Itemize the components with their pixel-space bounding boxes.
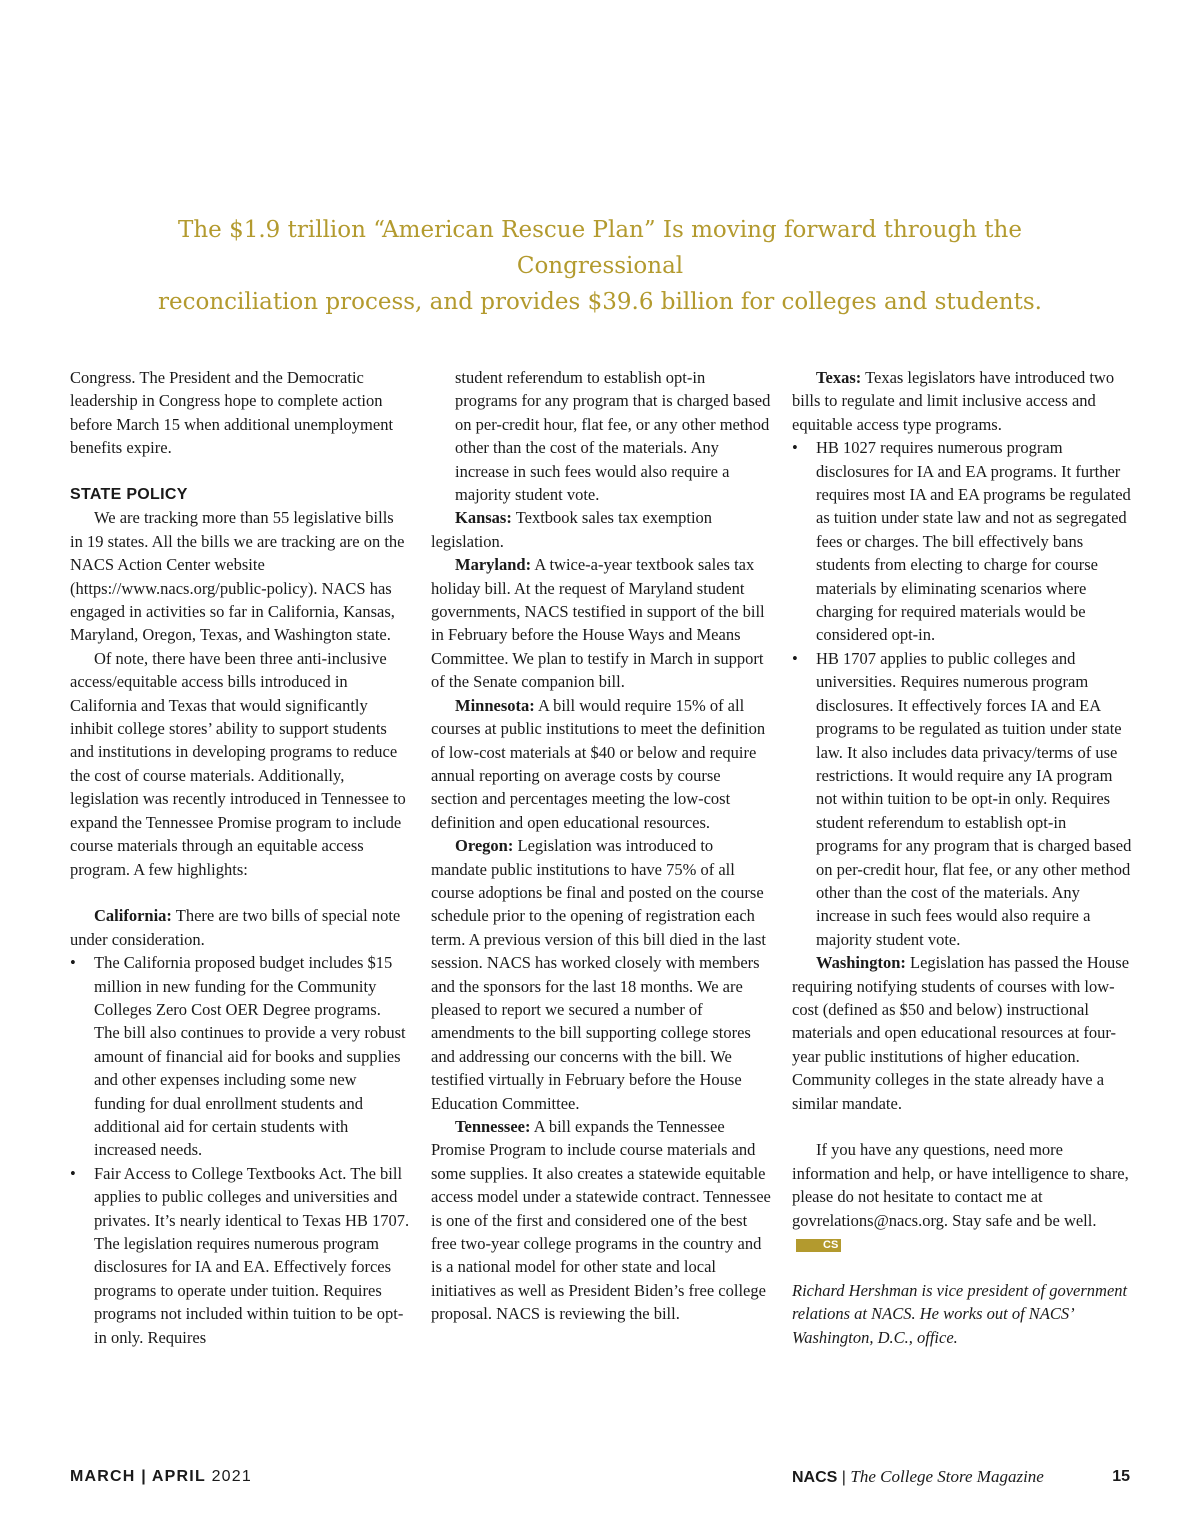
column-3 xyxy=(792,366,1132,1349)
washington-label: Washington: xyxy=(816,953,906,973)
footer-year: 2021 xyxy=(211,1468,252,1485)
california-paragraph xyxy=(70,904,410,951)
washington-paragraph: Washington: Legislation has passed the House requiring notifying students of courses with low-cost (defined as $50 and below) instructional materials and open educational resources at four-year public institutions of higher education. Community colleges in the state already have a similar mandate. xyxy=(792,953,1130,1113)
author-bio: Richard Hershman is vice president of government relations at NACS. He works out of NACS’ Washington, D.C., office. xyxy=(792,1280,1128,1347)
footer-magazine xyxy=(792,1466,1130,1489)
page-number: 15 xyxy=(1112,1468,1130,1485)
california-bullets xyxy=(70,951,410,1349)
col1-anti-ia-paragraph: Of note, there have been three anti-inclusive access/equitable access bills introduced in California and Texas that would significantly inhibit college stores’ ability to support students and institutions in developing programs to reduce the cost of course materials. Additionally, legislation was recently introduced in Tennessee to expand the Tennessee Promise program to include course materials through an equitable access program. A few highlights: xyxy=(70,648,406,879)
kansas-label: Kansas: xyxy=(455,508,512,528)
oregon-paragraph: Oregon: Legislation was introduced to mandate public institutions to have 75% of all course adoptions be final and posted on the course schedule prior to the opening of registration each term. A previous version of this bill died in the last session. NACS has worked closely with members and the sponsors for the last 18 months. We are pleased to report we secured a number of amendments to the bill supporting college stores and addressing our concerns with the bill. We testified virtually in February before the House Education Committee. xyxy=(431,836,767,1113)
pull-quote-line-2: reconciliation process, and provides $39.6 billion for colleges and students. xyxy=(158,289,1042,315)
texas-bullets xyxy=(792,436,1132,951)
col1-tracking-paragraph: We are tracking more than 55 legislative bills in 19 states. All the bills we are tracking are on the NACS Action Center website (https://www.nacs.org/public-policy). NACS has engaged in activities so far in California, Kansas, Maryland, Oregon, Texas, and Washington state. xyxy=(70,508,405,645)
oregon-label: Oregon: xyxy=(455,836,514,856)
bullet-icon: • xyxy=(792,648,798,668)
footer-magazine-title: The College Store Magazine xyxy=(850,1467,1044,1486)
bullet-icon: • xyxy=(70,1163,76,1183)
california-text: There are two bills of special note under consideration. xyxy=(70,906,401,949)
minnesota-label: Minnesota: xyxy=(455,695,535,715)
maryland-paragraph: Maryland: A twice-a-year textbook sales tax holiday bill. At the request of Maryland student governments, NACS testified in support of the bill in February before the House Ways and Means Committee. We plan to testify in March in support of the Senate companion bill. xyxy=(431,555,765,692)
list-item: • Fair Access to College Textbooks Act. The bill applies to public colleges and universities and privates. It’s nearly identical to Texas HB 1707. The legislation requires numerous program disclosures for IA and EA. Effectively forces programs to operate under tuition. Requires programs not included within tuition to be opt-in only. Requires xyxy=(70,1163,410,1347)
pull-quote-line-1: The $1.9 trillion “American Rescue Plan” Is moving forward through the Congressional xyxy=(178,217,1022,279)
list-item: • The California proposed budget includes $15 million in new funding for the Community Colleges Zero Cost OER Degree programs. The bill also continues to provide a very robust amount of financial aid for books and supplies and other expenses including some new funding for dual enrollment students and additional aid for certain students with increased needs. xyxy=(70,953,406,1160)
footer-separator: | xyxy=(841,1469,846,1486)
closing-paragraph: If you have any questions, need more information and help, or have intelligence to share, please do not hesitate to contact me at govrelations@nacs.org. Stay safe and be well.CS xyxy=(792,1140,1129,1252)
minnesota-paragraph: Minnesota: A bill would require 15% of all courses at public institutions to meet the definition of low-cost materials at $40 or below and require annual reporting on average costs by course section and percentages meeting the low-cost definition and open educational resources. xyxy=(431,695,766,832)
list-item: • HB 1707 applies to public colleges and universities. Requires numerous program disclosures. It effectively forces IA and EA programs to be regulated as tuition under state law. It also includes data privacy/terms of use restrictions. It would require any IA program not within tuition to be opt-in only. Requires student referendum to establish opt-in programs for any program that is charged based on per-credit hour, flat fee, or any other method other than the cost of the materials. Any increase in such fees would also require a majority student vote. xyxy=(792,648,1132,949)
tennessee-label: Tennessee: xyxy=(455,1117,531,1136)
column-1 xyxy=(70,366,410,1349)
tennessee-paragraph: Tennessee: A bill expands the Tennessee Promise Program to include course materials and some supplies. It also creates a statewide equitable access model under a statewide contract. Tennessee is one of the first and considered one of the best free two-year college programs in the country and is a national model for other state and local initiatives as well as President Biden’s free college proposal. NACS is reviewing the bill. xyxy=(431,1117,771,1324)
kansas-paragraph: Kansas: Textbook sales tax exemption legislation. xyxy=(431,508,713,551)
pull-quote xyxy=(100,212,1100,320)
cs-end-mark-icon: CS xyxy=(796,1239,841,1252)
col2-bullet-continuation: student referendum to establish opt-in programs for any program that is charged based on per-credit hour, flat fee, or any other method other than the cost of the materials. Any increase in such fees would also require a majority student vote. xyxy=(455,368,771,505)
footer-brand: NACS xyxy=(792,1469,838,1486)
footer-issue: MARCH | APRIL xyxy=(70,1468,206,1485)
california-label: California: xyxy=(94,906,172,926)
col1-intro: Congress. The President and the Democratic leadership in Congress hope to complete action before March 15 when additional unemployment benefits expire. xyxy=(70,368,394,458)
section-heading-state-policy: STATE POLICY xyxy=(70,486,188,504)
bullet-icon: • xyxy=(792,438,798,458)
footer-issue-date xyxy=(70,1466,252,1488)
maryland-label: Maryland: xyxy=(455,555,532,575)
list-item: • HB 1027 requires numerous program disclosures for IA and EA programs. It further requires most IA and EA programs be regulated as tuition under state law and not as segregated fees or charges. The bill effectively bans students from electing to charge for course materials by eliminating scenarios where charging for required materials would be considered opt-in. xyxy=(792,438,1131,645)
texas-label: Texas: xyxy=(816,368,862,387)
column-2 xyxy=(431,366,771,1326)
texas-paragraph: Texas: Texas legislators have introduced two bills to regulate and limit inclusive access and equitable access type programs. xyxy=(792,368,1115,434)
bullet-icon: • xyxy=(70,953,76,973)
